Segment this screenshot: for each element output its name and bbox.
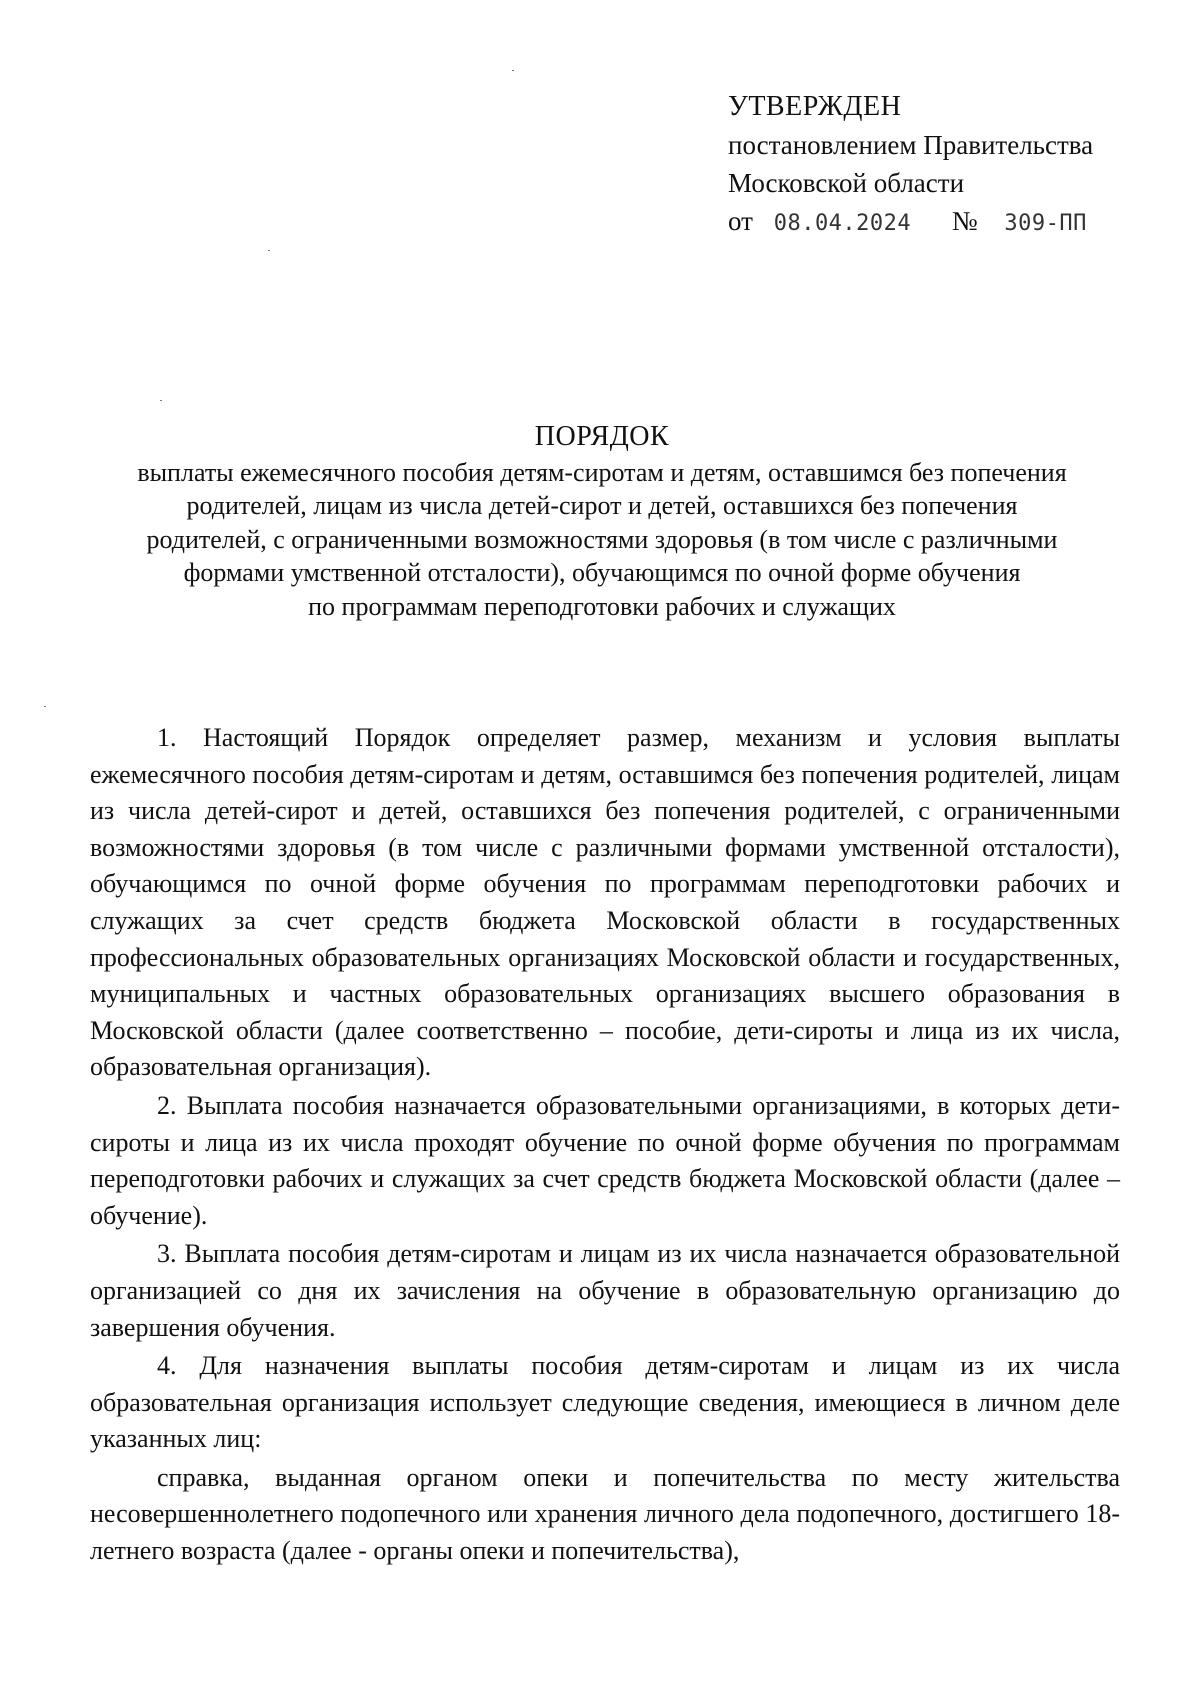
approval-date: 08.04.2024 <box>773 211 912 236</box>
paragraph-3: 3. Выплата пособия детям-сиротам и лицам из их числа назначается образовательной организацией со дня их зачисления на обучение в образовательную организацию до завершения обучения. <box>90 1239 1120 1342</box>
subtitle-line: формами умственной отсталости), обучающимся по очной форме обучения <box>183 558 1021 587</box>
paragraph-1: 1. Настоящий Порядок определяет размер, механизм и условия выплаты ежемесячного пособия детям-сиротам и детям, оставшимся без попечения родителей, лицам из числа детей-сирот и детей, оставшихся без попечения родителей, с ограниченными возможностями здоровья (в том числе с различными формами умственной отсталости), обучающимся по очной форме обучения по программам переподготовки рабочих и служащих за счет средств бюджета Московской области в государственных профессиональных образовательных организациях Московской области и государственных, муниципальных и частных образовательных организациях высшего образования в Московской области (далее соответственно – пособие, дети-сироты и лица из их числа, образовательная организация). <box>90 723 1120 1082</box>
document-body <box>90 720 1120 1572</box>
date-prefix: от <box>728 206 753 236</box>
paragraph-5: справка, выданная органом опеки и попечительства по месту жительства несовершеннолетнего подопечного или хранения личного дела подопечного, достигшего 18-летнего возраста (далее - органы опеки и попечительства), <box>90 1462 1120 1566</box>
subtitle-line: выплаты ежемесячного пособия детям-сиротам и детям, оставшимся без попечения <box>137 457 1067 487</box>
approval-stamp <box>728 88 1093 243</box>
subtitle-line: по программам переподготовки рабочих и служащих <box>308 591 896 621</box>
approval-line-1: постановлением Правительства <box>728 130 1094 160</box>
subtitle-line: родителей, с ограниченными возможностями здоровья (в том числе с различными <box>146 524 1058 554</box>
approval-number: 309-ПП <box>1004 211 1087 236</box>
number-sign: № <box>951 206 978 236</box>
approval-date-line <box>728 202 1093 243</box>
approval-heading: УТВЕРЖДЕН <box>728 91 902 122</box>
paragraph-2: 2. Выплата пособия назначается образовательными организациями, в которых дети-сироты и лица из их числа проходят обучение по очной форме обучения по программам переподготовки рабочих и служащих за счет средств бюджета Московской области (далее – обучение). <box>90 1090 1120 1230</box>
approval-line-2: Московской области <box>728 168 965 198</box>
document-title: ПОРЯДОК <box>534 421 670 452</box>
subtitle-line: родителей, лицам из числа детей-сирот и детей, оставшихся без попечения <box>186 491 1018 520</box>
document-title-block <box>88 420 1116 623</box>
paragraph-4: 4. Для назначения выплаты пособия детям-сиротам и лицам из их числа образовательная организация использует следующие сведения, имеющиеся в личном деле указанных лиц: <box>90 1351 1120 1454</box>
